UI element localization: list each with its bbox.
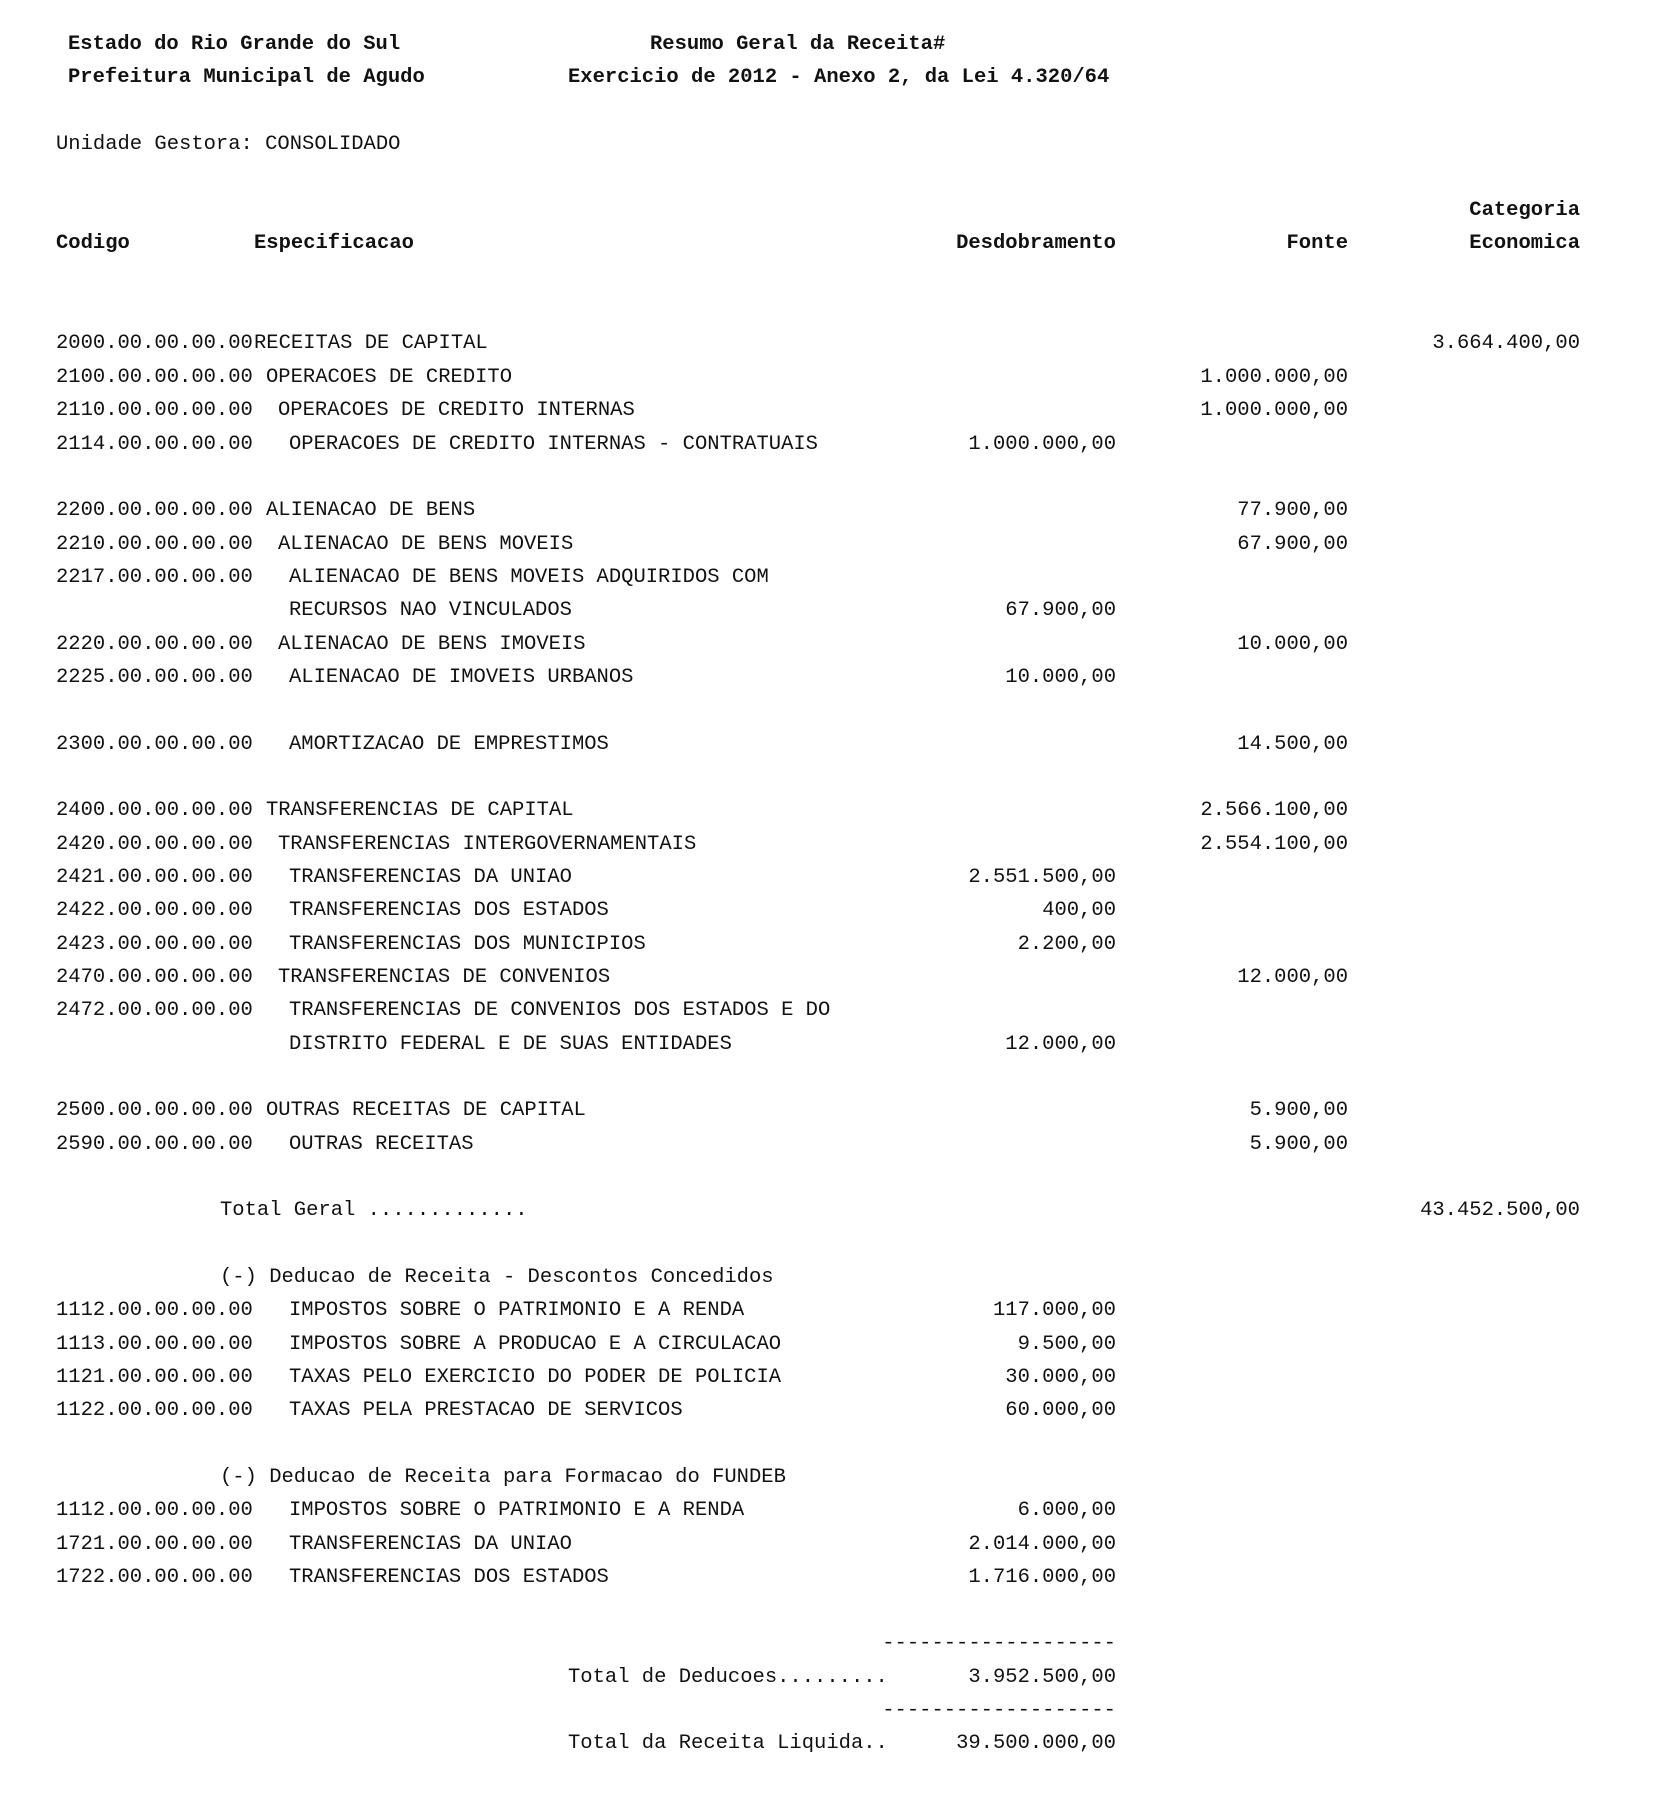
- page-title: Resumo Geral da Receita#: [650, 33, 946, 56]
- col-header-especificacao: Especificacao: [254, 232, 414, 255]
- row-spec: OUTRAS RECEITAS: [289, 1133, 474, 1156]
- fundeb-spec: TRANSFERENCIAS DA UNIAO: [289, 1533, 572, 1556]
- row-fonte: 67.900,00: [1237, 533, 1348, 556]
- row-code: 2200.00.00.00.00: [56, 499, 253, 522]
- row-fonte: 1.000.000,00: [1200, 399, 1348, 422]
- col-header-economica: Economica: [1469, 232, 1580, 255]
- row-fonte: 12.000,00: [1237, 966, 1348, 989]
- row-spec: DISTRITO FEDERAL E DE SUAS ENTIDADES: [289, 1033, 732, 1056]
- deducao-value: 30.000,00: [1005, 1366, 1116, 1389]
- total-geral-value: 43.452.500,00: [1420, 1199, 1580, 1222]
- row-code: 2300.00.00.00.00: [56, 733, 253, 756]
- municipality-name: Prefeitura Municipal de Agudo: [68, 66, 425, 89]
- row-spec: OPERACOES DE CREDITO: [266, 366, 513, 389]
- row-desdobramento: 2.200,00: [1017, 933, 1116, 956]
- row-spec: RECURSOS NAO VINCULADOS: [289, 599, 572, 622]
- row-code: 2217.00.00.00.00: [56, 566, 253, 589]
- deducao-code: 1113.00.00.00.00: [56, 1333, 253, 1356]
- fundeb-code: 1112.00.00.00.00: [56, 1499, 253, 1522]
- row-spec: TRANSFERENCIAS DE CONVENIOS: [278, 966, 611, 989]
- row-fonte: 10.000,00: [1237, 633, 1348, 656]
- total-liquida-label: Total da Receita Liquida..: [568, 1732, 888, 1755]
- row-spec: OPERACOES DE CREDITO INTERNAS - CONTRATUAIS: [289, 433, 818, 456]
- row-desdobramento: 12.000,00: [1005, 1033, 1116, 1056]
- row-code: 2400.00.00.00.00: [56, 799, 253, 822]
- row-spec: AMORTIZACAO DE EMPRESTIMOS: [289, 733, 609, 756]
- row-fonte: 14.500,00: [1237, 733, 1348, 756]
- deducao-code: 1112.00.00.00.00: [56, 1299, 253, 1322]
- row-desdobramento: 400,00: [1042, 899, 1116, 922]
- deducao-value: 60.000,00: [1005, 1399, 1116, 1422]
- total-deducoes-value: 3.952.500,00: [968, 1666, 1116, 1689]
- total-deducoes-label: Total de Deducoes.........: [568, 1666, 888, 1689]
- row-spec: TRANSFERENCIAS DA UNIAO: [289, 866, 572, 889]
- deducao-code: 1121.00.00.00.00: [56, 1366, 253, 1389]
- row-desdobramento: 67.900,00: [1005, 599, 1116, 622]
- row-spec: TRANSFERENCIAS DOS ESTADOS: [289, 899, 609, 922]
- row-spec: ALIENACAO DE BENS: [266, 499, 476, 522]
- fundeb-value: 1.716.000,00: [968, 1566, 1116, 1589]
- row-spec: TRANSFERENCIAS DOS MUNICIPIOS: [289, 933, 646, 956]
- row-fonte: 5.900,00: [1249, 1133, 1348, 1156]
- row-code: 2590.00.00.00.00: [56, 1133, 253, 1156]
- row-fonte: 1.000.000,00: [1200, 366, 1348, 389]
- row-categoria: 3.664.400,00: [1432, 332, 1580, 355]
- row-code: 2210.00.00.00.00: [56, 533, 253, 556]
- col-header-codigo: Codigo: [56, 232, 130, 255]
- row-code: 2110.00.00.00.00: [56, 399, 253, 422]
- unit-label: Unidade Gestora: CONSOLIDADO: [56, 133, 401, 156]
- separator-line: -------------------: [882, 1632, 1116, 1655]
- row-desdobramento: 10.000,00: [1005, 666, 1116, 689]
- row-spec: TRANSFERENCIAS DE CAPITAL: [266, 799, 574, 822]
- row-code: 2100.00.00.00.00: [56, 366, 253, 389]
- row-spec: ALIENACAO DE BENS MOVEIS: [278, 533, 574, 556]
- row-code: 2500.00.00.00.00: [56, 1099, 253, 1122]
- deducao-value: 117.000,00: [992, 1299, 1116, 1322]
- row-code: 2220.00.00.00.00: [56, 633, 253, 656]
- deducao-spec: IMPOSTOS SOBRE A PRODUCAO E A CIRCULACAO: [289, 1333, 782, 1356]
- fundeb-code: 1722.00.00.00.00: [56, 1566, 253, 1589]
- row-code: 2420.00.00.00.00: [56, 833, 253, 856]
- deducao-code: 1122.00.00.00.00: [56, 1399, 253, 1422]
- row-spec: ALIENACAO DE BENS IMOVEIS: [278, 633, 586, 656]
- state-name: Estado do Rio Grande do Sul: [68, 33, 401, 56]
- fundeb-code: 1721.00.00.00.00: [56, 1533, 253, 1556]
- row-code: 2225.00.00.00.00: [56, 666, 253, 689]
- row-code: 2114.00.00.00.00: [56, 433, 253, 456]
- page-subtitle: Exercicio de 2012 - Anexo 2, da Lei 4.320/64: [568, 66, 1110, 89]
- deducao-fundeb-title: (-) Deducao de Receita para Formacao do FUNDEB: [220, 1466, 786, 1489]
- row-code: 2423.00.00.00.00: [56, 933, 253, 956]
- col-header-fonte: Fonte: [1286, 232, 1348, 255]
- separator-line: -------------------: [882, 1699, 1116, 1722]
- deducao-spec: TAXAS PELA PRESTACAO DE SERVICOS: [289, 1399, 683, 1422]
- row-spec: ALIENACAO DE IMOVEIS URBANOS: [289, 666, 634, 689]
- col-header-categoria: Categoria: [1469, 199, 1580, 222]
- fundeb-value: 2.014.000,00: [968, 1533, 1116, 1556]
- row-spec: RECEITAS DE CAPITAL: [254, 332, 488, 355]
- deducao-spec: TAXAS PELO EXERCICIO DO PODER DE POLICIA: [289, 1366, 782, 1389]
- row-spec: TRANSFERENCIAS INTERGOVERNAMENTAIS: [278, 833, 697, 856]
- fundeb-spec: TRANSFERENCIAS DOS ESTADOS: [289, 1566, 609, 1589]
- row-fonte: 77.900,00: [1237, 499, 1348, 522]
- row-code: 2000.00.00.00.00: [56, 332, 253, 355]
- row-spec: OUTRAS RECEITAS DE CAPITAL: [266, 1099, 586, 1122]
- row-code: 2470.00.00.00.00: [56, 966, 253, 989]
- row-fonte: 2.554.100,00: [1200, 833, 1348, 856]
- total-geral-label: Total Geral .............: [220, 1199, 528, 1222]
- row-spec: OPERACOES DE CREDITO INTERNAS: [278, 399, 635, 422]
- row-spec: TRANSFERENCIAS DE CONVENIOS DOS ESTADOS E DO: [289, 999, 831, 1022]
- fundeb-spec: IMPOSTOS SOBRE O PATRIMONIO E A RENDA: [289, 1499, 745, 1522]
- row-desdobramento: 2.551.500,00: [968, 866, 1116, 889]
- deducao-value: 9.500,00: [1017, 1333, 1116, 1356]
- deducao-descontos-title: (-) Deducao de Receita - Descontos Concedidos: [220, 1266, 774, 1289]
- fundeb-value: 6.000,00: [1017, 1499, 1116, 1522]
- deducao-spec: IMPOSTOS SOBRE O PATRIMONIO E A RENDA: [289, 1299, 745, 1322]
- row-desdobramento: 1.000.000,00: [968, 433, 1116, 456]
- row-code: 2422.00.00.00.00: [56, 899, 253, 922]
- row-code: 2421.00.00.00.00: [56, 866, 253, 889]
- row-fonte: 5.900,00: [1249, 1099, 1348, 1122]
- col-header-desdobramento: Desdobramento: [956, 232, 1116, 255]
- total-liquida-value: 39.500.000,00: [956, 1732, 1116, 1755]
- row-fonte: 2.566.100,00: [1200, 799, 1348, 822]
- row-code: 2472.00.00.00.00: [56, 999, 253, 1022]
- row-spec: ALIENACAO DE BENS MOVEIS ADQUIRIDOS COM: [289, 566, 769, 589]
